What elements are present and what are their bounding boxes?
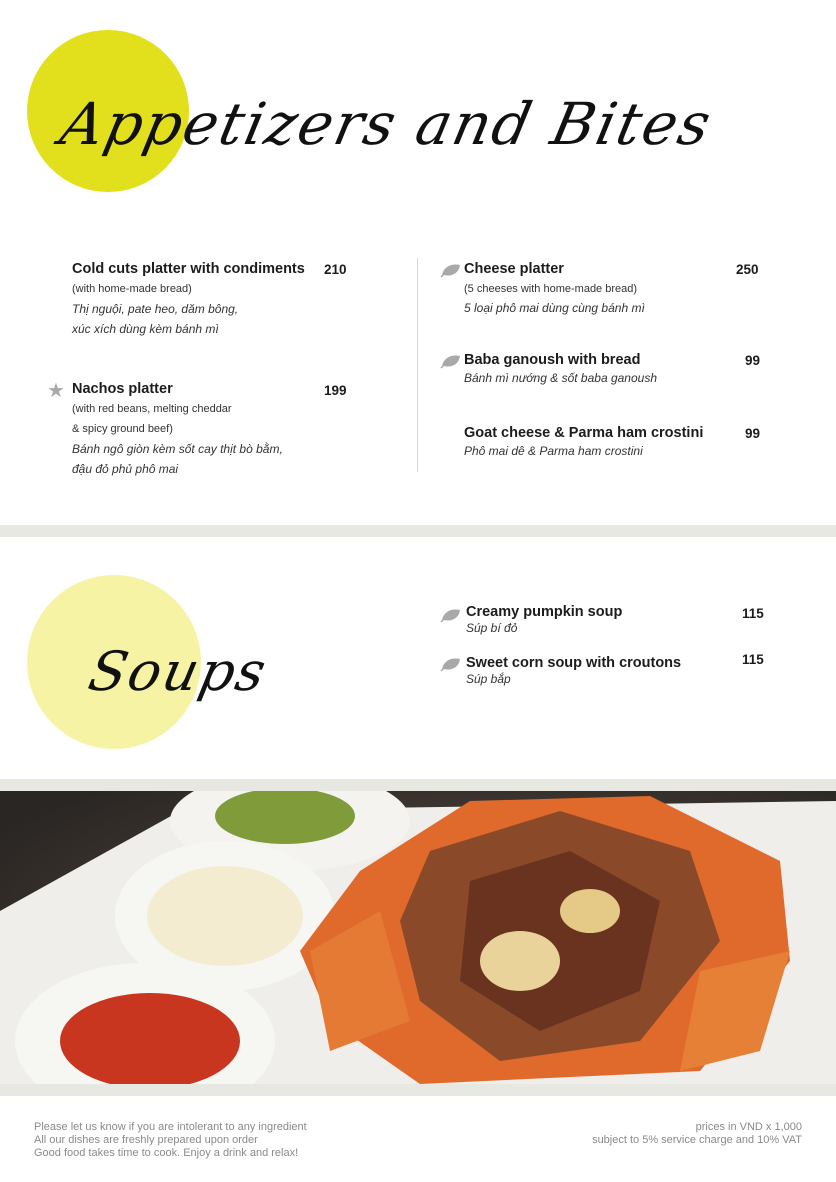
footer-line: subject to 5% service charge and 10% VAT	[592, 1134, 802, 1146]
item-price: 115	[742, 652, 764, 667]
item-vietnamese-line: Bánh mì nướng & sốt baba ganoush	[464, 371, 657, 385]
nachos-photo	[0, 791, 836, 1084]
item-price: 210	[324, 262, 347, 277]
item-name: Cold cuts platter with condiments	[72, 261, 305, 277]
item-name: Goat cheese & Parma ham crostini	[464, 425, 704, 441]
item-vietnamese-line: Súp bắp	[466, 672, 511, 686]
menu-item-goat-cheese-crostini	[464, 425, 739, 461]
footer-notes	[34, 1121, 307, 1160]
item-price: 99	[745, 426, 761, 441]
leaf-icon	[440, 353, 462, 369]
soups-title: Soups	[83, 640, 274, 703]
item-vietnamese-line: đậu đỏ phủ phô mai	[72, 462, 179, 476]
footer-line: Good food takes time to cook. Enjoy a drink and relax!	[34, 1147, 299, 1159]
star-icon: ★	[47, 380, 65, 402]
footer-line: Please let us know if you are intolerant to any ingredient	[34, 1121, 307, 1133]
item-name: Creamy pumpkin soup	[466, 604, 623, 620]
leaf-icon	[440, 262, 462, 278]
item-note: & spicy ground beef)	[72, 423, 173, 435]
item-price: 250	[736, 262, 759, 277]
item-note: (5 cheeses with home-made bread)	[464, 283, 638, 295]
item-vietnamese-line: Phô mai dê & Parma ham crostini	[464, 444, 643, 458]
item-name: Nachos platter	[72, 381, 173, 397]
item-name: Sweet corn soup with croutons	[466, 655, 682, 671]
menu-item-cold-cuts	[72, 261, 412, 339]
menu-item-nachos	[72, 381, 412, 479]
menu-item-pumpkin-soup	[466, 604, 726, 636]
footer-line: All our dishes are freshly prepared upon order	[34, 1134, 258, 1146]
item-vietnamese-line: xúc xích dùng kèm bánh mì	[72, 322, 219, 336]
item-price: 115	[742, 606, 764, 621]
column-divider	[417, 258, 418, 472]
item-note: (with home-made bread)	[72, 283, 192, 295]
item-price: 99	[745, 353, 761, 368]
item-vietnamese-line: Bánh ngô giòn kèm sốt cay thịt bò bằm,	[72, 442, 283, 456]
menu-item-baba-ganoush	[464, 352, 734, 388]
leaf-icon	[440, 656, 462, 672]
photo-frame-band	[0, 1084, 836, 1096]
footer-pricing-notes	[592, 1121, 802, 1147]
item-name: Baba ganoush with bread	[464, 352, 641, 368]
menu-item-sweet-corn-soup	[466, 655, 726, 687]
item-vietnamese-line: 5 loại phô mai dùng cùng bánh mì	[464, 301, 645, 315]
item-name: Cheese platter	[464, 261, 564, 277]
footer-line: prices in VND x 1,000	[695, 1121, 802, 1133]
nachos-photo-illustration	[0, 791, 836, 1084]
item-note: (with red beans, melting cheddar	[72, 403, 232, 415]
photo-frame-band	[0, 779, 836, 791]
item-vietnamese-line: Thị nguội, pate heo, dăm bông,	[72, 302, 239, 316]
section-divider-band	[0, 525, 836, 537]
leaf-icon	[440, 607, 462, 623]
menu-item-cheese-platter	[464, 261, 734, 317]
item-price: 199	[324, 383, 347, 398]
appetizers-title: Appetizers and Bites	[54, 90, 719, 158]
item-vietnamese-line: Súp bí đỏ	[466, 621, 518, 635]
